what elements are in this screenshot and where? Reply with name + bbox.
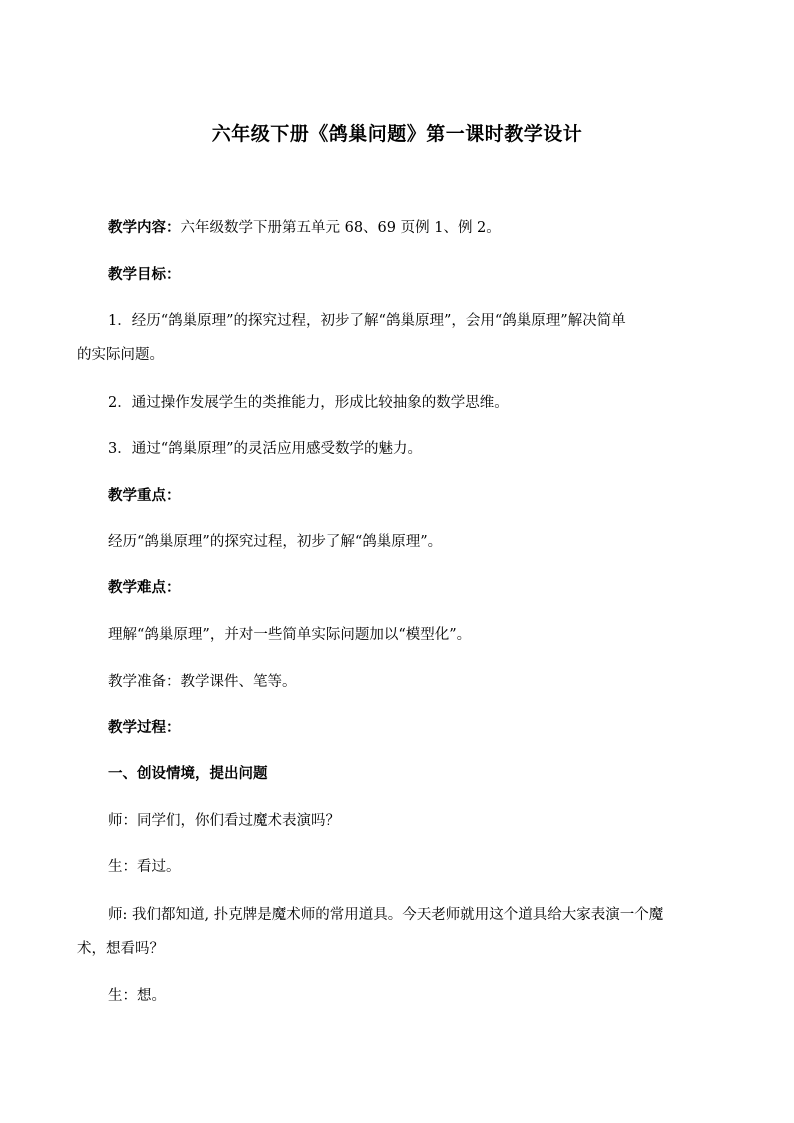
teaching-key-text: 经历“鸽巢原理”的探究过程，初步了解“鸽巢原理”。: [108, 534, 443, 550]
section-1-heading: 一、创设情境，提出问题: [108, 765, 268, 782]
dialogue-line-1: 师：同学们，你们看过魔术表演吗？: [108, 813, 340, 829]
dialogue-line-4: 生：想。: [108, 988, 166, 1004]
goal-3: 3．通过“鸽巢原理”的灵活应用感受数学的魅力。: [108, 441, 423, 457]
dialogue-line-3-part-2: 术，想看吗？: [77, 941, 164, 957]
dialogue-line-3-part-1: 师: 我们都知道, 扑克牌是魔术师的常用道具。今天老师就用这个道具给大家表演一个魔: [108, 907, 664, 923]
teaching-difficulty-text: 理解“鸽巢原理”，并对一些简单实际问题加以“模型化”。: [108, 627, 472, 643]
dialogue-line-2: 生：看过。: [108, 859, 181, 875]
teaching-content-text: 六年级数学下册第五单元 68、69 页例 1、例 2。: [180, 220, 501, 236]
goal-1-line-1: 1．经历“鸽巢原理”的探究过程，初步了解“鸽巢原理”，会用“鸽巢原理”解决简单: [108, 313, 626, 329]
teaching-difficulty-heading: 教学难点：: [108, 579, 181, 596]
page-title: 六年级下册《鸽巢问题》第一课时教学设计: [211, 123, 583, 145]
teaching-preparation: 教学准备：教学课件、笔等。: [108, 674, 297, 690]
teaching-key-heading: 教学重点：: [108, 487, 181, 504]
goal-2: 2．通过操作发展学生的类推能力，形成比较抽象的数学思维。: [108, 395, 509, 411]
teaching-goals-heading: 教学目标：: [108, 266, 181, 283]
teaching-process-heading: 教学过程：: [108, 719, 181, 736]
goal-1-line-2: 的实际问题。: [77, 347, 164, 363]
teaching-content: [108, 218, 720, 238]
teaching-content-label: 教学内容：: [108, 219, 181, 236]
